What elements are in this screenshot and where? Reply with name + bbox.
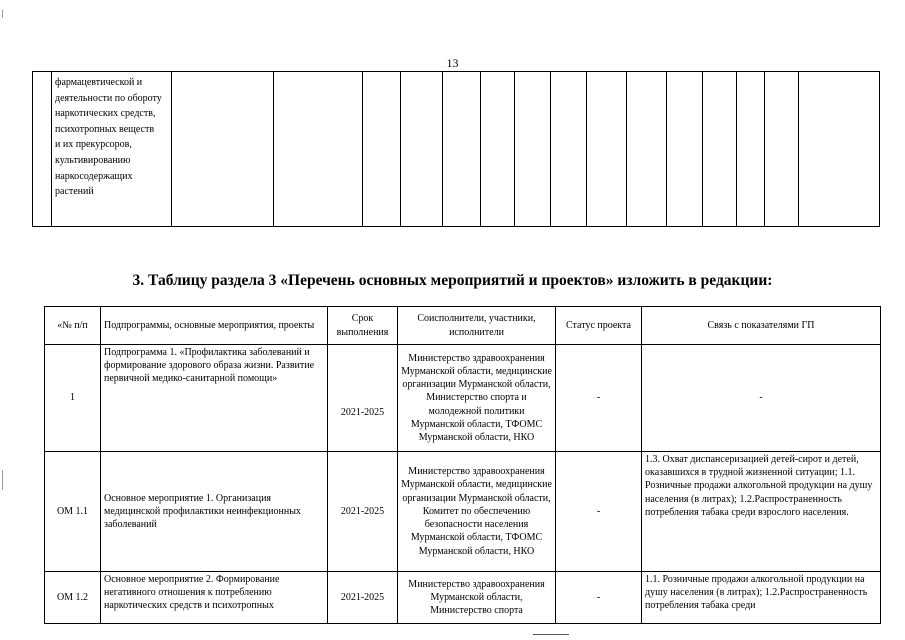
row-links: -	[642, 345, 881, 452]
row-num: ОМ 1.1	[45, 452, 101, 572]
page-number: 13	[446, 56, 459, 70]
table-row	[45, 572, 881, 624]
text-line: и их прекурсоров,	[55, 139, 132, 151]
table-row	[45, 345, 881, 452]
row-name: Основное мероприятие 1. Организация медицинской профилактики неинфекционных заболеваний	[101, 452, 328, 572]
text-line: наркотических средств,	[55, 108, 156, 120]
table-row	[45, 452, 881, 572]
header-num: «№ п/п	[45, 307, 101, 345]
row-links: 1.1. Розничные продажи алкогольной продукции на душу населения (в литрах); 1.2.Распространенность потребления табака среди	[642, 572, 881, 624]
row-status: -	[556, 345, 642, 452]
scan-edge-mark	[2, 470, 3, 490]
text-line: наркосодержащих	[55, 170, 133, 182]
header-links: Связь с показателями ГП	[642, 307, 881, 345]
row-status: -	[556, 572, 642, 624]
measures-table	[44, 306, 881, 624]
continued-row-text	[55, 75, 175, 200]
row-name: Подпрограмма 1. «Профилактика заболеваний и формирование здорового образа жизни. Развитие первичной медико-санитарной помощи»	[101, 345, 328, 452]
row-executors: Министерство здравоохранения Мурманской области, медицинские организации Мурманской области, Комитет по обеспечению безопасности населения Мурманской области, ТФОМС Мурманской области, НКО	[398, 452, 556, 572]
header-name: Подпрограммы, основные мероприятия, проекты	[101, 307, 328, 345]
text-line: культивированию	[55, 154, 131, 166]
section-title: 3. Таблицу раздела 3 «Перечень основных мероприятий и проектов» изложить в редакции:	[132, 272, 773, 289]
row-executors: Министерство здравоохранения Мурманской области, Министерство спорта	[398, 572, 556, 624]
text-line: деятельности по обороту	[55, 92, 162, 104]
scan-footer-mark	[533, 634, 569, 635]
text-line: психотропных веществ	[55, 123, 155, 135]
text-line: фармацевтической и	[55, 77, 143, 88]
row-num: ОМ 1.2	[45, 572, 101, 624]
row-status: -	[556, 452, 642, 572]
row-links: 1.3. Охват диспансеризацией детей-сирот и детей, оказавшихся в трудной жизненной ситуации; 1.1. Розничные продажи алкогольной продукции на душу населения (в литрах); 1.2.Распространенность потребления табака среди взрослого населения.	[642, 452, 881, 572]
row-name: Основное мероприятие 2. Формирование негативного отношения к потреблению наркотических средств и психотропных	[101, 572, 328, 624]
text-line: растений	[55, 186, 94, 198]
row-term: 2021-2025	[328, 572, 398, 624]
row-num: 1	[45, 345, 101, 452]
row-executors: Министерство здравоохранения Мурманской области, медицинские организации Мурманской области, Министерство спорта и молодежной политики Мурманской области, ТФОМС Мурманской области, НКО	[398, 345, 556, 452]
table-header-row	[45, 307, 881, 345]
header-term: Срок выполнения	[328, 307, 398, 345]
row-term: 2021-2025	[328, 345, 398, 452]
scan-edge-mark	[2, 10, 3, 18]
header-status: Статус проекта	[556, 307, 642, 345]
continued-table-fragment	[32, 71, 880, 227]
row-term: 2021-2025	[328, 452, 398, 572]
header-executors: Соисполнители, участники, исполнители	[398, 307, 556, 345]
